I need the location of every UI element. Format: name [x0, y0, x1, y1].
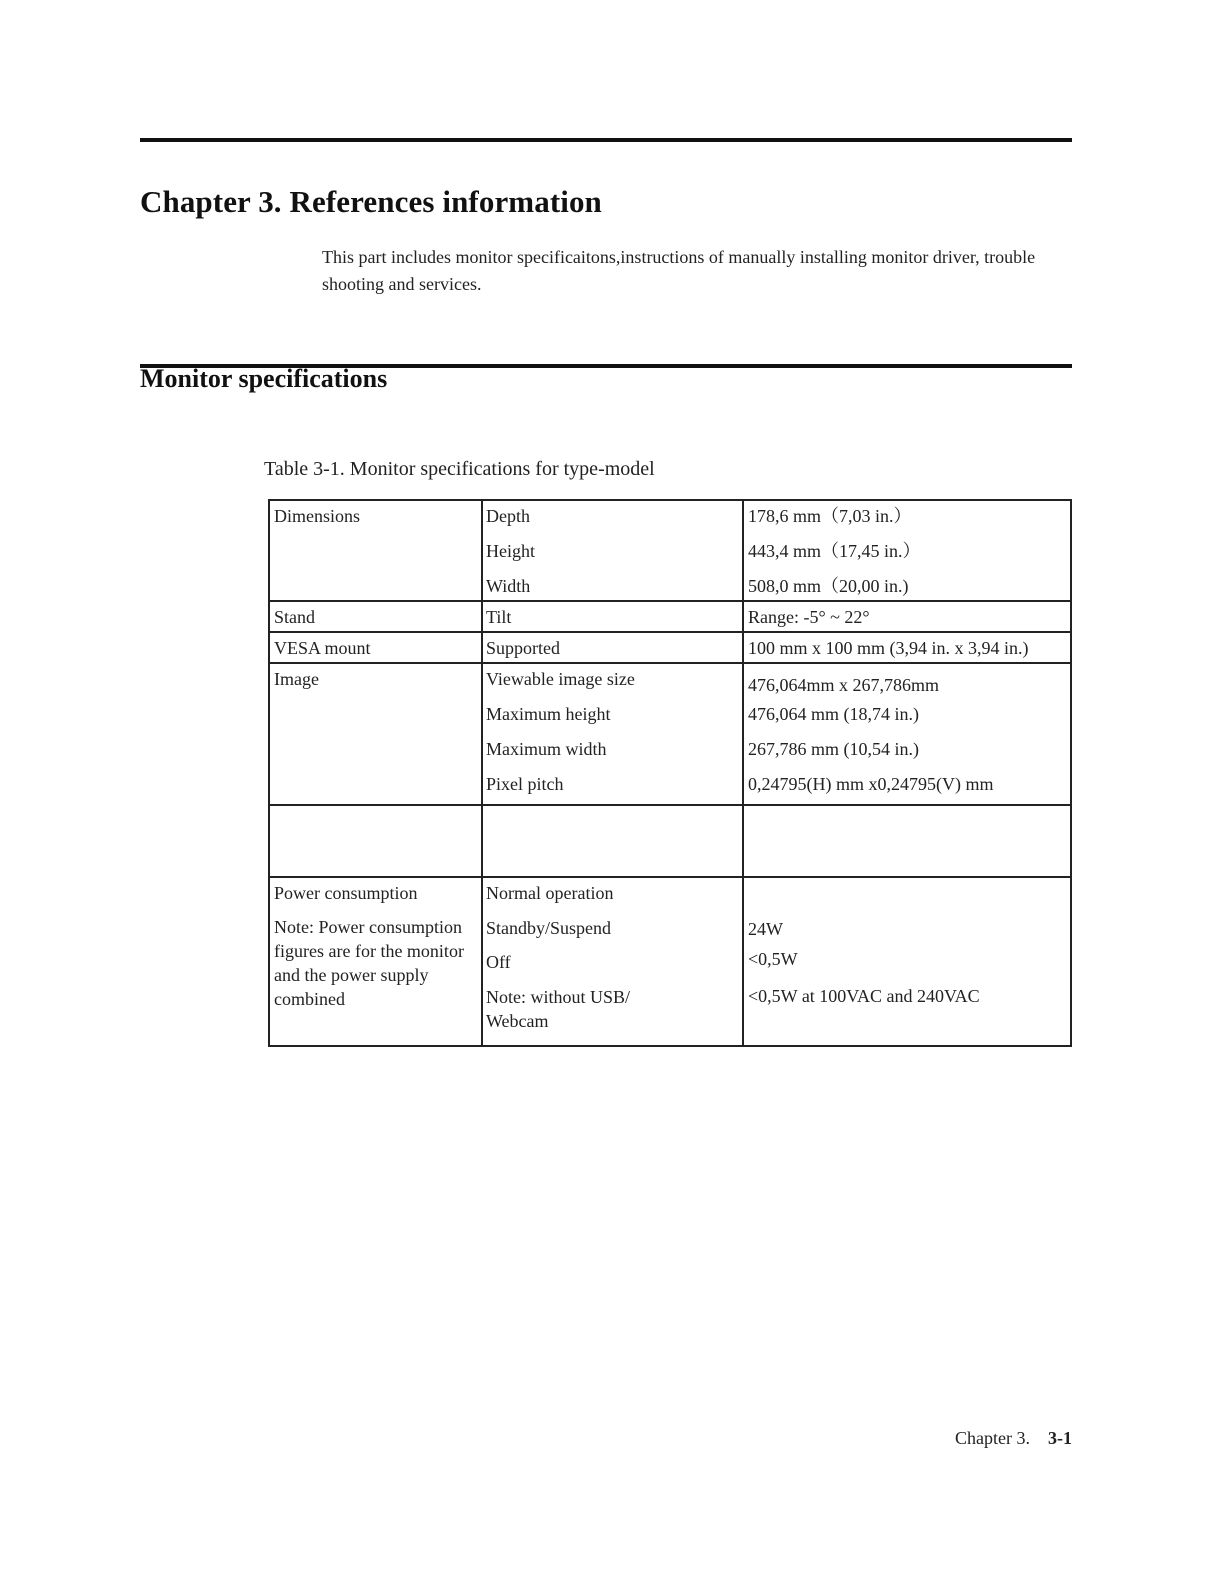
off-value: <0,5W at 100VAC and 240VAC: [748, 986, 980, 1006]
depth-label: Depth: [486, 506, 530, 526]
footer-chapter: Chapter 3.: [955, 1428, 1030, 1448]
tilt-value: Range: -5° ~ 22°: [748, 607, 870, 627]
normal-operation-label: Normal operation: [486, 883, 614, 903]
table-caption: Table 3-1. Monitor specifications for type-model: [264, 458, 655, 480]
vesa-value: 100 mm x 100 mm (3,94 in. x 3,94 in.): [748, 638, 1029, 658]
usb-note-label: Note: without USB/ Webcam: [486, 987, 631, 1031]
chapter-intro: This part includes monitor specificaitons,instructions of manually installing monitor driver, trouble shooting and services.: [322, 247, 1036, 294]
viewable-size-value: 476,064mm x 267,786mm: [748, 675, 940, 695]
standby-label: Standby/Suspend: [486, 918, 612, 938]
page-number: 3-1: [1048, 1428, 1072, 1448]
max-width-value: 267,786 mm (10,54 in.): [748, 739, 919, 759]
column-divider: [481, 499, 483, 1047]
column-divider: [742, 499, 744, 1047]
vesa-supported-label: Supported: [486, 638, 560, 658]
max-width-label: Maximum width: [486, 739, 607, 759]
tilt-label: Tilt: [486, 607, 512, 627]
table-border-left: [268, 499, 270, 1047]
width-value: 508,0 mm（20,00 in.): [748, 576, 909, 596]
table-border-bottom: [268, 1045, 1072, 1047]
standby-value: <0,5W: [748, 949, 798, 969]
dimensions-label: Dimensions: [274, 506, 361, 526]
width-label: Width: [486, 576, 531, 596]
pixel-pitch-label: Pixel pitch: [486, 774, 564, 794]
off-label: Off: [486, 952, 511, 972]
max-height-label: Maximum height: [486, 704, 611, 724]
power-note: Note: Power consumption figures are for the monitor and the power supply combined: [274, 917, 464, 1009]
height-label: Height: [486, 541, 535, 561]
stand-label: Stand: [274, 607, 316, 627]
row-divider: [268, 600, 1072, 602]
section-title: Monitor specifications: [140, 364, 388, 393]
chapter-title: Chapter 3. References information: [140, 184, 602, 219]
depth-value: 178,6 mm（7,03 in.）: [748, 506, 912, 526]
normal-operation-value: 24W: [748, 919, 783, 939]
height-value: 443,4 mm（17,45 in.）: [748, 541, 921, 561]
page-footer: [955, 1428, 1072, 1449]
vesa-label: VESA mount: [274, 638, 371, 658]
table-border-top: [268, 499, 1072, 501]
max-height-value: 476,064 mm (18,74 in.): [748, 704, 919, 724]
row-divider: [268, 876, 1072, 878]
viewable-size-label: Viewable image size: [486, 669, 635, 689]
image-label: Image: [274, 669, 319, 689]
row-divider: [268, 804, 1072, 806]
power-label: Power consumption: [274, 883, 418, 903]
table-border-right: [1070, 499, 1072, 1047]
pixel-pitch-value: 0,24795(H) mm x0,24795(V) mm: [748, 774, 994, 794]
row-divider: [268, 631, 1072, 633]
row-divider: [268, 662, 1072, 664]
